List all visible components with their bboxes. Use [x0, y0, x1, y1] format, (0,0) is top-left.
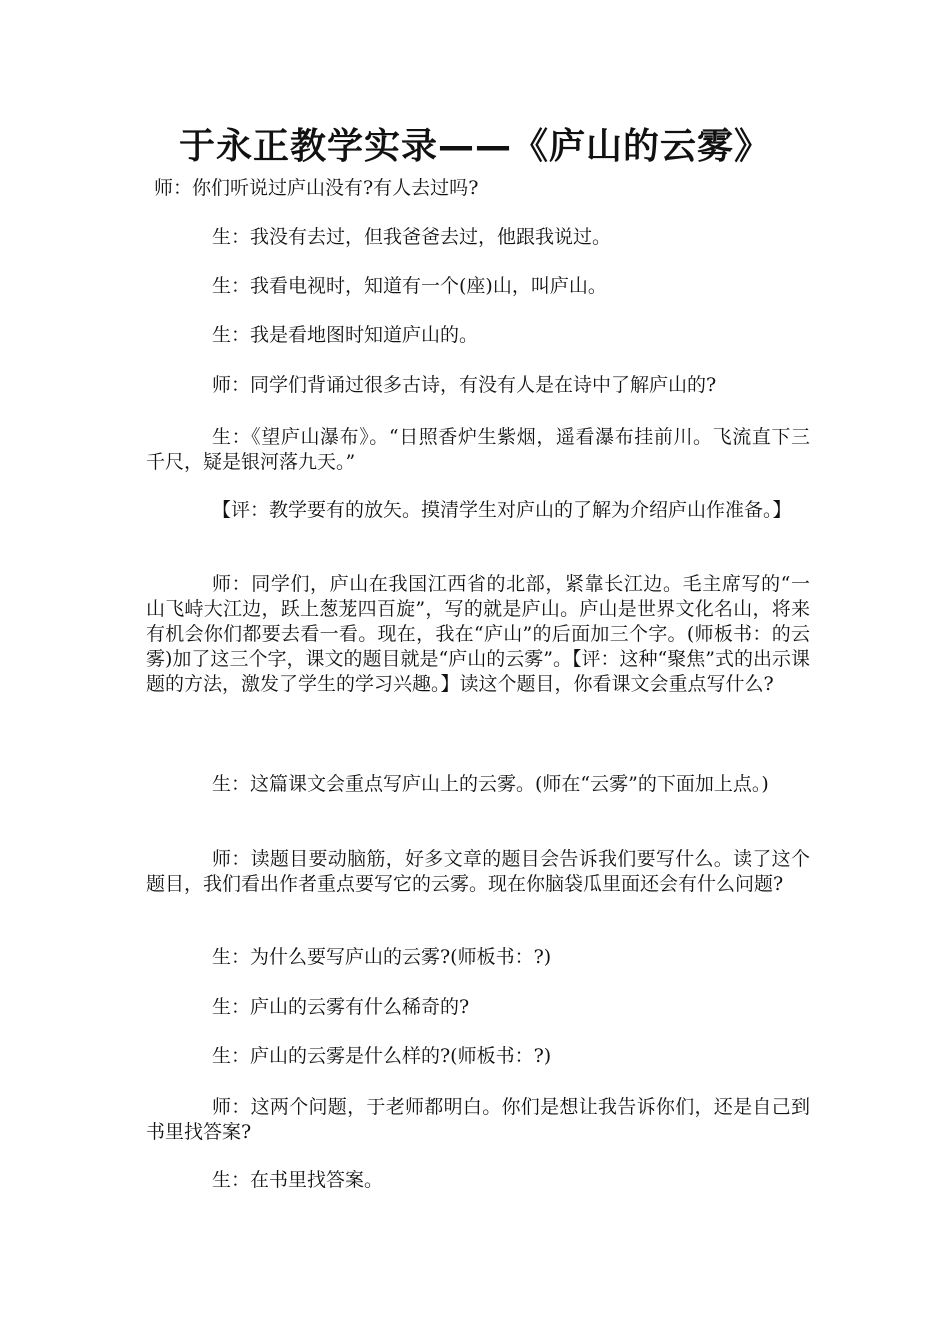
paragraph-6: 生：《望庐山瀑布》。“日照香炉生紫烟，遥看瀑布挂前川。飞流直下三千尺，疑是银河落九天。” — [146, 426, 810, 473]
paragraph-4: 生：我是看地图时知道庐山的。 — [212, 324, 479, 346]
paragraph-8: 师：同学们，庐山在我国江西省的北部，紧靠长江边。毛主席写的“一山飞峙大江边，跃上葱茏四百旋”，写的就是庐山。庐山是世界文化名山，将来有机会你们都要去看一看。现在，我在“庐山”的后面加三个字。(师板书：的云雾)加了这三个字，课文的题目就是“庐山的云雾”。【评：这种“聚焦”式的出示课题的方法，激发了学生的学习兴趣。】读这个题目，你看课文会重点写什么? — [146, 573, 810, 695]
paragraph-11: 生：为什么要写庐山的云雾?(师板书：?) — [212, 946, 552, 968]
paragraph-9: 生：这篇课文会重点写庐山上的云雾。(师在“云雾”的下面加上点。) — [212, 773, 769, 795]
document-title: 于永正教学实录——《庐山的云雾》 — [178, 126, 771, 167]
paragraph-13: 生：庐山的云雾是什么样的?(师板书：?) — [212, 1045, 552, 1067]
paragraph-15: 生：在书里找答案。 — [212, 1169, 384, 1191]
paragraph-7: 【评：教学要有的放矢。摸清学生对庐山的了解为介绍庐山作准备。】 — [212, 499, 792, 521]
paragraph-10: 师：读题目要动脑筋，好多文章的题目会告诉我们要写什么。读了这个题目，我们看出作者重点要写它的云雾。现在你脑袋瓜里面还会有什么问题? — [146, 848, 810, 895]
paragraph-5: 师：同学们背诵过很多古诗，有没有人是在诗中了解庐山的? — [212, 374, 717, 396]
paragraph-2: 生：我没有去过，但我爸爸去过，他跟我说过。 — [212, 226, 612, 248]
paragraph-1: 师：你们听说过庐山没有?有人去过吗? — [154, 177, 479, 199]
paragraph-3: 生：我看电视时，知道有一个(座)山，叫庐山。 — [212, 275, 607, 297]
paragraph-14: 师：这两个问题，于老师都明白。你们是想让我告诉你们，还是自己到书里找答案? — [146, 1096, 810, 1143]
paragraph-12: 生：庐山的云雾有什么稀奇的? — [212, 996, 470, 1018]
